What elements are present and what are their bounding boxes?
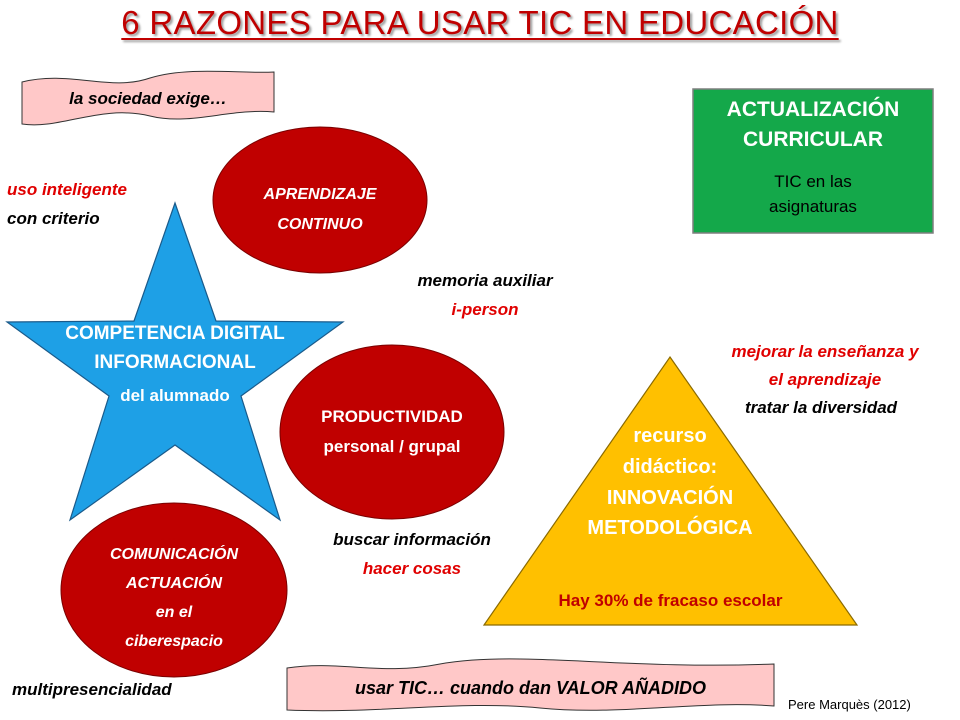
productividad-note-black: buscar información (333, 530, 491, 549)
star-line-2: INFORMACIONAL (94, 352, 256, 373)
oval-comunicacion-line-2: ACTUACIÓN (126, 575, 222, 592)
star-note-red: uso inteligente (7, 180, 127, 199)
page-title: 6 RAZONES PARA USAR TIC EN EDUCACIÓN (121, 4, 839, 41)
green-box-heading-1: ACTUALIZACIÓN (726, 98, 900, 121)
star-line-3: del alumnado (120, 386, 230, 405)
top-banner-text: la sociedad exige… (69, 89, 227, 108)
triangle-line-1: recurso (633, 425, 707, 447)
oval-aprendizaje-line-2: CONTINUO (277, 216, 363, 233)
oval-comunicacion-line-3: en el (155, 604, 193, 621)
green-box-sub-2: asignaturas (769, 197, 857, 216)
aprendizaje-note-black: memoria auxiliar (417, 271, 553, 290)
star-note-black: con criterio (7, 209, 100, 228)
oval-productividad-line-1: PRODUCTIVIDAD (321, 407, 463, 426)
comunicacion-note-black: multipresencialidad (12, 680, 172, 699)
triangle-line-3: INNOVACIÓN (606, 487, 734, 509)
oval-aprendizaje-line-1: APRENDIZAJE (263, 186, 377, 203)
green-box-heading-2: CURRICULAR (743, 128, 883, 151)
bottom-banner-text: usar TIC… cuando dan VALOR AÑADIDO (354, 678, 707, 698)
oval-comunicacion-line-4: ciberespacio (125, 633, 223, 650)
triangle-bottom-text: Hay 30% de fracaso escolar (558, 591, 783, 610)
credit-text: Pere Marquès (2012) (788, 697, 911, 712)
triangle-note-red-2: el aprendizaje (768, 370, 882, 389)
aprendizaje-note-red: i-person (451, 300, 519, 319)
oval-comunicacion-line-1: COMUNICACIÓN (110, 546, 238, 563)
productividad-note-red: hacer cosas (362, 559, 462, 578)
triangle-line-2: didáctico: (622, 456, 718, 478)
oval-productividad-line-2: personal / grupal (323, 437, 461, 456)
green-box-sub-1: TIC en las (774, 172, 852, 191)
triangle-note-red-1: mejorar la enseñanza y (731, 342, 919, 361)
triangle-note-black: tratar la diversidad (744, 398, 898, 417)
star-line-1: COMPETENCIA DIGITAL (65, 323, 285, 344)
triangle-line-4: METODOLÓGICA (587, 517, 753, 539)
